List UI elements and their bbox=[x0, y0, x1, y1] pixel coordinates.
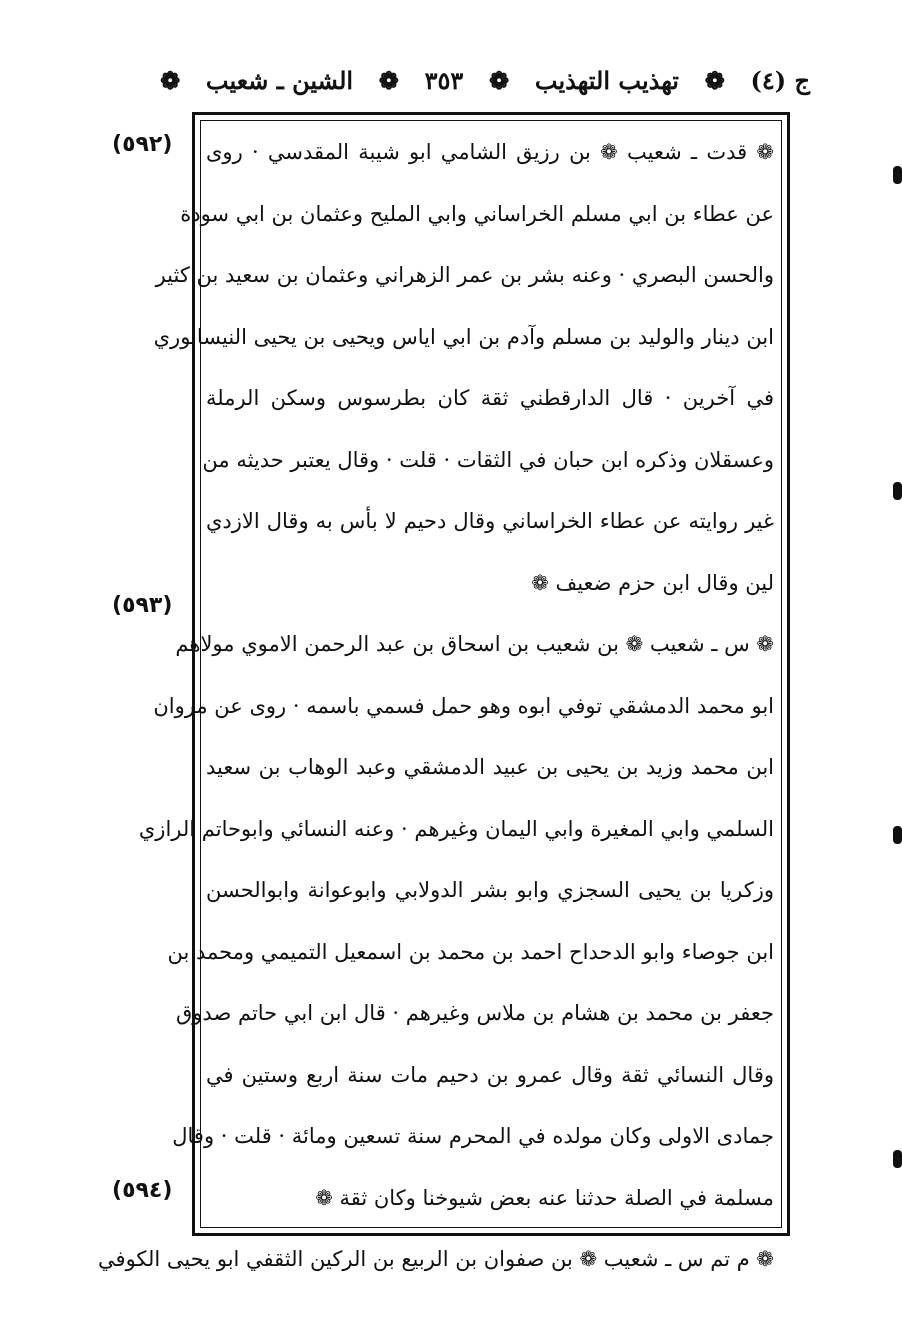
text-line: في آخرين · قال الدارقطني ثقة كان بطرسوس وسكن الرملة bbox=[206, 386, 774, 410]
margin-mark bbox=[893, 166, 902, 184]
page-number: ٣٥٣ bbox=[424, 65, 464, 95]
text-line: لين وقال ابن حزم ضعيف ❁ bbox=[531, 570, 774, 595]
text-line: وزكريا بن يحيى السجزي وابو بشر الدولابي وابوعوانة وابوالحسن bbox=[206, 878, 774, 902]
text-line: ابو محمد الدمشقي توفي ابوه وهو حمل فسمي باسمه · روى عن مروان bbox=[153, 693, 774, 718]
ornament-icon: ❁ bbox=[378, 65, 399, 95]
text-line: جمادى الاولى وكان مولده في المحرم سنة تسعين ومائة · قلت · وقال bbox=[172, 1124, 774, 1148]
book-title: تهذيب التهذيب bbox=[534, 65, 679, 95]
ornament-icon: ❁ bbox=[704, 65, 725, 95]
text-line: ❁ قدت ـ شعيب ❁ بن رزيق الشامي ابو شيبة المقدسي · روى bbox=[206, 140, 774, 164]
text-line: ابن دينار والوليد بن مسلم وآدم بن ابي اياس ويحيى بن يحيى النيسابوري bbox=[153, 324, 774, 349]
ornament-icon: ❁ bbox=[160, 65, 181, 95]
entry-number: (٥٩٢) bbox=[112, 132, 173, 157]
text-line: ابن جوصاء وابو الدحداح احمد بن محمد بن اسمعيل التميمي ومحمد بن bbox=[167, 939, 774, 964]
margin-mark bbox=[893, 826, 902, 844]
ornament-icon: ❁ bbox=[489, 65, 510, 95]
entry-number: (٥٩٣) bbox=[112, 593, 173, 618]
text-line: السلمي وابي المغيرة وابي اليمان وغيرهم · وعنه النسائي وابوحاتم الرازي bbox=[138, 816, 774, 841]
running-header bbox=[160, 58, 810, 102]
text-line: ❁ م تم س ـ شعيب ❁ بن صفوان بن الربيع بن الركين الثقفي ابو يحيى الكوفي bbox=[98, 1247, 774, 1271]
text-line: وقال النسائي ثقة وقال عمرو بن دحيم مات سنة اربع وستين في bbox=[206, 1062, 774, 1087]
text-line: مسلمة في الصلة حدثنا عنه بعض شيوخنا وكان ثقة ❁ bbox=[315, 1185, 774, 1210]
text-line: والحسن البصري · وعنه بشر بن عمر الزهراني وعثمان بن سعيد بن كثير bbox=[155, 263, 774, 287]
entry-number: (٥٩٤) bbox=[112, 1178, 173, 1203]
margin-mark bbox=[893, 482, 902, 500]
text-line: وعسقلان وذكره ابن حبان في الثقات · قلت · وقال يعتبر حديثه من bbox=[202, 447, 774, 472]
margin-mark bbox=[893, 1150, 902, 1168]
section-title: الشين ـ شعيب bbox=[205, 65, 354, 95]
text-line: ❁ س ـ شعيب ❁ بن شعيب بن اسحاق بن عبد الرحمن الاموي مولاهم bbox=[175, 632, 774, 656]
text-line: ابن محمد وزيد بن يحيى بن عبيد الدمشقي وعبد الوهاب بن سعيد bbox=[206, 755, 774, 779]
text-line: جعفر بن محمد بن هشام بن ملاس وغيرهم · قال ابن ابي حاتم صدوق bbox=[176, 1001, 774, 1025]
text-line: غير روايته عن عطاء الخراساني وقال دحيم لا بأس به وقال الازدي bbox=[206, 509, 774, 533]
volume-label: ج (٤) bbox=[750, 65, 810, 95]
text-line: عن عطاء بن ابي مسلم الخراساني وابي المليح وعثمان بن ابي سودة bbox=[180, 201, 774, 226]
